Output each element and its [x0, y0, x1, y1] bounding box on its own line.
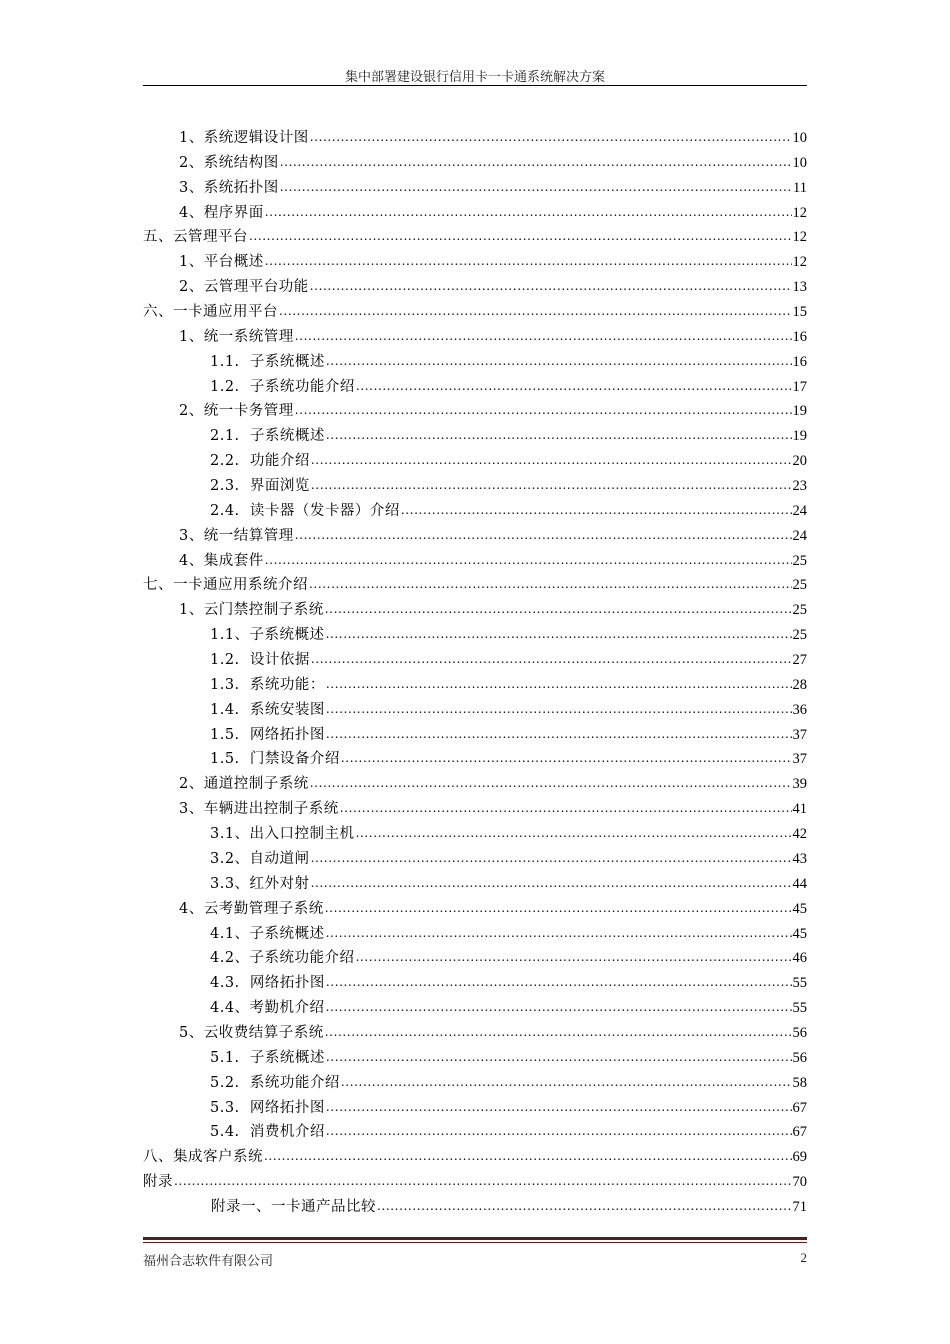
toc-entry[interactable] — [143, 1096, 807, 1121]
toc-page-number: 45 — [792, 925, 807, 942]
toc-entry[interactable] — [143, 847, 807, 872]
toc-page-number: 12 — [792, 204, 807, 221]
toc-entry-title: 5.3. 网络拓扑图 — [210, 1099, 325, 1116]
toc-entry[interactable] — [143, 524, 807, 549]
toc-page-number: 19 — [792, 428, 807, 445]
toc-dot-leader — [326, 697, 792, 722]
toc-entry-title: 3、统一结算管理 — [179, 527, 294, 544]
toc-entry-title: 2.2. 功能介绍 — [210, 453, 310, 470]
toc-dot-leader — [341, 746, 792, 771]
toc-entry[interactable] — [143, 449, 807, 474]
toc-dot-leader — [356, 374, 792, 399]
toc-dot-leader — [325, 597, 792, 622]
toc-entry[interactable] — [143, 623, 807, 648]
toc-entry[interactable] — [143, 772, 807, 797]
toc-entry[interactable] — [143, 797, 807, 822]
toc-dot-leader — [265, 249, 792, 274]
toc-entry-title: 1.4. 系统安装图 — [210, 701, 325, 718]
toc-page-number: 12 — [792, 254, 807, 271]
toc-page-number: 20 — [792, 453, 807, 470]
toc-dot-leader — [326, 349, 792, 374]
toc-dot-leader — [265, 548, 792, 573]
toc-page-number: 19 — [792, 403, 807, 420]
toc-entry[interactable] — [143, 946, 807, 971]
toc-entry[interactable] — [143, 275, 807, 300]
footer-company-name: 福州合志软件有限公司 — [143, 1254, 274, 1269]
toc-page-number: 11 — [793, 179, 807, 196]
toc-entry-title: 4.2、子系统功能介绍 — [210, 950, 355, 967]
toc-entry-title: 3.2、自动道闸 — [210, 850, 310, 867]
toc-dot-leader — [279, 299, 792, 324]
toc-page-number: 15 — [792, 304, 807, 321]
toc-page-number: 16 — [792, 328, 807, 345]
toc-entry[interactable] — [143, 350, 807, 375]
toc-page-number: 55 — [792, 975, 807, 992]
toc-entry[interactable] — [143, 325, 807, 350]
toc-entry[interactable] — [143, 573, 807, 598]
toc-entry[interactable] — [143, 971, 807, 996]
toc-dot-leader — [326, 970, 792, 995]
table-of-contents — [143, 126, 807, 1220]
document-title: 集中部署建设银行信用卡一卡通系统解决方案 — [344, 70, 605, 85]
toc-entry[interactable] — [143, 176, 807, 201]
toc-dot-leader — [309, 572, 792, 597]
footer-page-number: 2 — [800, 1250, 807, 1265]
toc-dot-leader — [311, 448, 792, 473]
toc-dot-leader — [264, 1144, 792, 1169]
toc-dot-leader — [265, 200, 792, 225]
toc-entry[interactable] — [143, 922, 807, 947]
toc-dot-leader — [310, 125, 792, 150]
toc-page-number: 10 — [792, 154, 807, 171]
footer-divider-thick — [143, 1237, 807, 1240]
toc-page-number: 28 — [792, 676, 807, 693]
toc-page-number: 37 — [792, 751, 807, 768]
toc-entry-title: 八、集成客户系统 — [143, 1149, 263, 1166]
toc-dot-leader — [249, 224, 792, 249]
toc-dot-leader — [311, 846, 792, 871]
toc-entry[interactable] — [143, 300, 807, 325]
toc-entry[interactable] — [143, 1195, 807, 1220]
toc-page-number: 12 — [792, 229, 807, 246]
toc-page-number: 58 — [792, 1074, 807, 1091]
header-divider — [143, 85, 807, 86]
toc-entry[interactable] — [143, 1145, 807, 1170]
toc-entry-title: 1.3. 系统功能： — [210, 676, 325, 693]
toc-page-number: 10 — [792, 130, 807, 146]
toc-page-number: 71 — [792, 1198, 807, 1215]
toc-page-number: 45 — [792, 900, 807, 917]
toc-dot-leader — [280, 175, 792, 200]
toc-entry[interactable] — [143, 399, 807, 424]
toc-entry-title: 附录 — [143, 1174, 173, 1191]
toc-dot-leader — [311, 871, 792, 896]
toc-dot-leader — [325, 1020, 792, 1045]
toc-dot-leader — [295, 324, 792, 349]
toc-entry[interactable] — [143, 499, 807, 524]
toc-entry-title: 3、系统拓扑图 — [179, 179, 279, 196]
toc-entry[interactable] — [143, 1120, 807, 1145]
toc-entry-title: 4.3. 网络拓扑图 — [210, 975, 325, 992]
toc-dot-leader — [295, 398, 792, 423]
toc-entry-title: 4、程序界面 — [179, 204, 264, 221]
toc-entry-title: 1.5. 门禁设备介绍 — [210, 751, 340, 768]
toc-entry-title: 3.3、红外对射 — [210, 875, 310, 892]
toc-page-number: 69 — [792, 1149, 807, 1166]
toc-page-number: 25 — [792, 577, 807, 594]
toc-entry-title: 1、云门禁控制子系统 — [179, 602, 324, 619]
toc-dot-leader — [356, 821, 792, 846]
toc-entry[interactable] — [143, 698, 807, 723]
toc-page-number: 55 — [792, 1000, 807, 1017]
toc-entry[interactable] — [143, 822, 807, 847]
toc-entry-title: 七、一卡通应用系统介绍 — [143, 577, 308, 594]
toc-dot-leader — [341, 1070, 792, 1095]
footer-divider-thin — [143, 1242, 807, 1243]
toc-entry-title: 4.1、子系统概述 — [210, 925, 325, 942]
toc-entry-title: 1.2. 子系统功能介绍 — [210, 378, 355, 395]
toc-dot-leader — [340, 796, 792, 821]
toc-entry-title: 1、系统逻辑设计图 — [179, 130, 309, 146]
toc-entry-title: 4、云考勤管理子系统 — [179, 900, 324, 917]
toc-entry[interactable] — [143, 375, 807, 400]
toc-dot-leader — [311, 647, 792, 672]
toc-dot-leader — [280, 150, 792, 175]
toc-dot-leader — [326, 1045, 792, 1070]
toc-entry[interactable] — [143, 747, 807, 772]
toc-entry[interactable] — [143, 1021, 807, 1046]
toc-entry-title: 2、统一卡务管理 — [179, 403, 294, 420]
toc-dot-leader — [326, 722, 792, 747]
toc-entry-title: 2、系统结构图 — [179, 154, 279, 171]
toc-entry[interactable] — [143, 1170, 807, 1195]
toc-entry-title: 3.1、出入口控制主机 — [210, 826, 355, 843]
toc-entry-title: 4.4、考勤机介绍 — [210, 1000, 325, 1017]
toc-page-number: 27 — [792, 652, 807, 669]
toc-dot-leader — [310, 274, 792, 299]
toc-entry-title: 2.4. 读卡器（发卡器）介绍 — [210, 502, 400, 519]
toc-page-number: 67 — [792, 1099, 807, 1116]
toc-entry-title: 附录一、一卡通产品比较 — [211, 1198, 376, 1215]
toc-page-number: 25 — [792, 552, 807, 569]
toc-entry[interactable] — [143, 996, 807, 1021]
toc-page-number: 25 — [792, 602, 807, 619]
toc-page-number: 56 — [792, 1024, 807, 1041]
toc-entry-title: 1.1. 子系统概述 — [210, 353, 325, 370]
toc-dot-leader — [295, 523, 792, 548]
toc-page-number: 17 — [792, 378, 807, 395]
toc-page-number: 23 — [792, 478, 807, 495]
toc-entry-title: 1、统一系统管理 — [179, 328, 294, 345]
toc-entry[interactable] — [143, 201, 807, 226]
toc-page-number: 25 — [792, 627, 807, 644]
toc-dot-leader — [326, 1095, 792, 1120]
toc-entry[interactable] — [143, 225, 807, 250]
toc-page-number: 46 — [792, 950, 807, 967]
toc-page-number: 43 — [792, 850, 807, 867]
toc-dot-leader — [174, 1169, 792, 1194]
toc-page-number: 39 — [792, 776, 807, 793]
toc-entry[interactable] — [143, 897, 807, 922]
toc-dot-leader — [401, 498, 792, 523]
toc-dot-leader — [326, 995, 792, 1020]
toc-dot-leader — [377, 1194, 792, 1219]
toc-entry[interactable] — [143, 250, 807, 275]
toc-page-number: 36 — [792, 701, 807, 718]
toc-page-number: 42 — [792, 826, 807, 843]
toc-entry-title: 2.1. 子系统概述 — [210, 428, 325, 445]
toc-page-number: 44 — [792, 875, 807, 892]
toc-entry[interactable] — [143, 151, 807, 176]
toc-entry-title: 5.2. 系统功能介绍 — [210, 1074, 340, 1091]
toc-page-number: 56 — [792, 1049, 807, 1066]
toc-entry-title: 2、通道控制子系统 — [179, 776, 309, 793]
toc-entry[interactable] — [143, 474, 807, 499]
toc-entry-title: 六、一卡通应用平台 — [143, 304, 278, 321]
toc-page-number: 70 — [792, 1174, 807, 1191]
toc-entry-title: 1、平台概述 — [179, 254, 264, 271]
toc-entry[interactable] — [143, 1046, 807, 1071]
toc-entry-title: 1.5. 网络拓扑图 — [210, 726, 325, 743]
toc-page-number: 67 — [792, 1124, 807, 1141]
toc-entry[interactable] — [143, 872, 807, 897]
toc-dot-leader — [326, 672, 792, 697]
toc-entry[interactable] — [143, 424, 807, 449]
toc-page-number: 24 — [792, 502, 807, 519]
toc-entry-title: 2、云管理平台功能 — [179, 279, 309, 296]
toc-dot-leader — [326, 423, 792, 448]
toc-dot-leader — [310, 771, 792, 796]
toc-entry-title: 五、云管理平台 — [143, 229, 248, 246]
toc-dot-leader — [325, 896, 792, 921]
toc-entry-title: 5.4. 消费机介绍 — [210, 1124, 325, 1141]
toc-entry[interactable] — [143, 723, 807, 748]
toc-page-number: 16 — [792, 353, 807, 370]
toc-page-number: 13 — [792, 279, 807, 296]
toc-dot-leader — [326, 921, 792, 946]
toc-dot-leader — [356, 945, 792, 970]
toc-entry[interactable] — [143, 673, 807, 698]
toc-entry-title: 5、云收费结算子系统 — [179, 1024, 324, 1041]
toc-dot-leader — [311, 473, 792, 498]
toc-entry-title: 3、车辆进出控制子系统 — [179, 801, 339, 818]
toc-entry-title: 4、集成套件 — [179, 552, 264, 569]
toc-entry-title: 2.3. 界面浏览 — [210, 478, 310, 495]
toc-dot-leader — [326, 1119, 792, 1144]
toc-page-number: 37 — [792, 726, 807, 743]
toc-entry-title: 5.1. 子系统概述 — [210, 1049, 325, 1066]
toc-entry[interactable] — [143, 1071, 807, 1096]
toc-entry-title: 1.1、子系统概述 — [210, 627, 325, 644]
toc-dot-leader — [326, 622, 792, 647]
toc-entry[interactable] — [143, 126, 807, 151]
toc-entry[interactable] — [143, 598, 807, 623]
toc-page-number: 41 — [792, 801, 807, 818]
toc-entry[interactable] — [143, 648, 807, 673]
toc-entry-title: 1.2. 设计依据 — [210, 652, 310, 669]
toc-entry[interactable] — [143, 549, 807, 574]
toc-page-number: 24 — [792, 527, 807, 544]
